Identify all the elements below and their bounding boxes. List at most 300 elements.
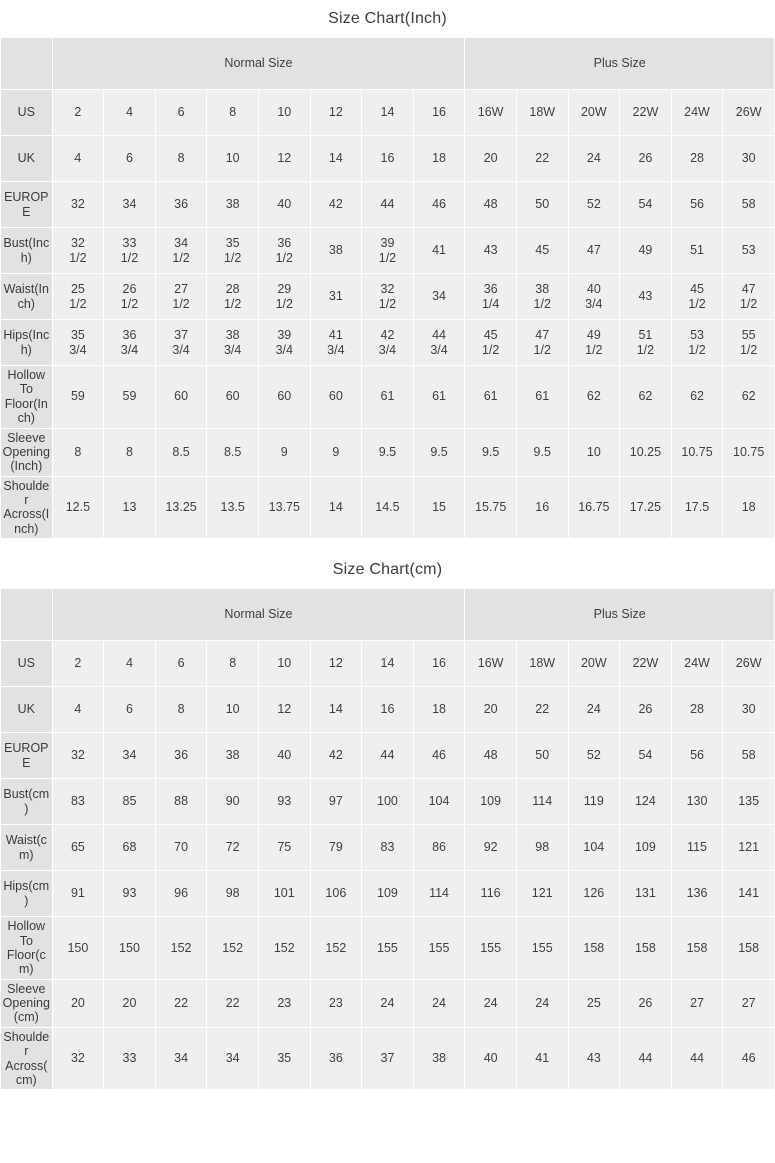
table-cell: 47 1/2 [723,274,775,320]
table-cell: 130 [671,779,723,825]
table-cell: 34 [104,733,156,779]
table-cell: 61 [413,366,465,429]
chart-spacer [0,539,775,551]
table-cell: 14 [362,90,414,136]
table-cell: 45 [516,228,568,274]
table-cell: 46 [723,1027,775,1090]
table-cell: 101 [258,871,310,917]
table-cell: 9.5 [413,428,465,476]
table-cell: 24W [671,641,723,687]
table-cell: 22 [516,687,568,733]
table-cell: 54 [620,182,672,228]
table-cell: 86 [413,825,465,871]
table-cell: 114 [516,779,568,825]
table-cell: 119 [568,779,620,825]
table-cell: 104 [413,779,465,825]
table-cell: 58 [723,733,775,779]
table-cell: 6 [155,90,207,136]
table-cell: 158 [671,917,723,980]
table-cell: 14 [310,687,362,733]
table-cell: 152 [207,917,259,980]
table-cell: 33 1/2 [104,228,156,274]
table-cell: 43 [620,274,672,320]
table-cell: 126 [568,871,620,917]
table-cell: 9.5 [465,428,517,476]
table-cell: 18 [413,136,465,182]
table-cell: 158 [723,917,775,980]
table-cell: 27 1/2 [155,274,207,320]
table-cell: 32 [52,1027,104,1090]
table-cell: 25 1/2 [52,274,104,320]
table-cell: 55 1/2 [723,320,775,366]
table-cell: 17.5 [671,476,723,539]
table-cell: 16 [362,687,414,733]
table-cell: 61 [516,366,568,429]
table-cell: 10.25 [620,428,672,476]
table-cell: 106 [310,871,362,917]
table-cell: 136 [671,871,723,917]
table-cell: 104 [568,825,620,871]
table-cell: 115 [671,825,723,871]
table-row [1,228,775,274]
table-cell: 47 [568,228,620,274]
table-cell: 52 [568,182,620,228]
table-cell: 8 [207,641,259,687]
table-cell: 13 [104,476,156,539]
table-cell: 98 [207,871,259,917]
table-cell: 152 [310,917,362,980]
table-cell: 39 1/2 [362,228,414,274]
row-header: Hips(cm) [1,871,53,917]
row-header: US [1,90,53,136]
table-cell: 96 [155,871,207,917]
table-cell: 32 [52,733,104,779]
table-cell: 51 [671,228,723,274]
table-cell: 155 [413,917,465,980]
table-cell: 12 [310,90,362,136]
table-cell: 100 [362,779,414,825]
table-cell: 60 [310,366,362,429]
table-cell: 24 [516,979,568,1027]
table-cell: 41 [516,1027,568,1090]
table-cell: 14 [362,641,414,687]
table-cell: 40 [258,182,310,228]
table-cell: 32 [52,182,104,228]
row-header: US [1,641,53,687]
table-cell: 12 [258,687,310,733]
table-cell: 52 [568,733,620,779]
table-cell: 121 [723,825,775,871]
table-cell: 38 [207,733,259,779]
table-cell: 90 [207,779,259,825]
table-cell: 155 [516,917,568,980]
table-cell: 6 [104,136,156,182]
table-cell: 24 [413,979,465,1027]
table-cell: 17.25 [620,476,672,539]
table-cell: 18 [723,476,775,539]
table-cell: 24 [568,136,620,182]
table-cell: 8 [52,428,104,476]
table-row [1,871,775,917]
table-cell: 4 [104,641,156,687]
table-cell: 18W [516,641,568,687]
table-cell: 44 3/4 [413,320,465,366]
table-cell: 45 1/2 [671,274,723,320]
table-cell: 20 [465,136,517,182]
table-cell: 38 [310,228,362,274]
chart-title: Size Chart(Inch) [0,0,775,37]
table-cell: 26W [723,641,775,687]
table-cell: 22 [155,979,207,1027]
row-header: EUROPE [1,733,53,779]
table-row [1,733,775,779]
table-cell: 42 [310,182,362,228]
table-cell: 62 [671,366,723,429]
size-chart-table [0,588,775,1090]
corner-cell [1,38,53,90]
table-row [1,825,775,871]
table-row [1,476,775,539]
table-cell: 48 [465,182,517,228]
table-cell: 12.5 [52,476,104,539]
table-cell: 60 [155,366,207,429]
table-cell: 4 [52,687,104,733]
table-cell: 40 [258,733,310,779]
table-cell: 43 [465,228,517,274]
table-cell: 83 [362,825,414,871]
table-cell: 29 1/2 [258,274,310,320]
table-cell: 16W [465,90,517,136]
table-cell: 88 [155,779,207,825]
table-cell: 4 [104,90,156,136]
table-cell: 135 [723,779,775,825]
table-cell: 30 [723,687,775,733]
table-cell: 152 [258,917,310,980]
table-cell: 9 [258,428,310,476]
table-cell: 54 [620,733,672,779]
table-cell: 155 [465,917,517,980]
table-cell: 15.75 [465,476,517,539]
table-row [1,687,775,733]
table-cell: 26 [620,136,672,182]
table-cell: 43 [568,1027,620,1090]
table-cell: 141 [723,871,775,917]
table-row [1,779,775,825]
table-cell: 26 [620,687,672,733]
group-header-2: Plus Size [465,589,775,641]
table-cell: 44 [671,1027,723,1090]
table-cell: 22W [620,641,672,687]
table-cell: 42 [310,733,362,779]
group-header-row [1,589,775,641]
row-header: Sleeve Opening(Inch) [1,428,53,476]
table-cell: 10 [568,428,620,476]
table-cell: 85 [104,779,156,825]
row-header: Hollow To Floor(cm) [1,917,53,980]
table-cell: 10 [207,687,259,733]
table-cell: 9.5 [516,428,568,476]
table-cell: 20 [465,687,517,733]
table-cell: 26 1/2 [104,274,156,320]
table-cell: 28 1/2 [207,274,259,320]
table-cell: 8 [207,90,259,136]
table-cell: 65 [52,825,104,871]
table-cell: 35 1/2 [207,228,259,274]
table-cell: 24 [362,979,414,1027]
table-cell: 32 1/2 [52,228,104,274]
table-cell: 44 [620,1027,672,1090]
table-cell: 34 [155,1027,207,1090]
table-cell: 36 [155,733,207,779]
table-cell: 42 3/4 [362,320,414,366]
table-cell: 16 [413,90,465,136]
table-cell: 10 [258,90,310,136]
table-cell: 18 [413,687,465,733]
table-cell: 91 [52,871,104,917]
table-cell: 9.5 [362,428,414,476]
table-cell: 62 [620,366,672,429]
table-cell: 59 [52,366,104,429]
table-cell: 152 [155,917,207,980]
table-row [1,182,775,228]
table-cell: 4 [52,136,104,182]
table-cell: 37 3/4 [155,320,207,366]
group-header-1: Normal Size [52,38,465,90]
row-header: Hollow To Floor(Inch) [1,366,53,429]
table-cell: 8.5 [155,428,207,476]
table-cell: 36 [310,1027,362,1090]
row-header: Waist(cm) [1,825,53,871]
table-cell: 60 [258,366,310,429]
table-cell: 40 [465,1027,517,1090]
table-cell: 56 [671,733,723,779]
table-cell: 158 [620,917,672,980]
table-cell: 49 [620,228,672,274]
table-cell: 36 3/4 [104,320,156,366]
table-cell: 23 [258,979,310,1027]
table-cell: 20W [568,641,620,687]
row-header: Bust(Inch) [1,228,53,274]
table-cell: 114 [413,871,465,917]
table-cell: 2 [52,90,104,136]
table-cell: 18W [516,90,568,136]
table-cell: 27 [723,979,775,1027]
group-header-row [1,38,775,90]
table-cell: 13.75 [258,476,310,539]
table-cell: 28 [671,687,723,733]
table-cell: 41 [413,228,465,274]
table-cell: 6 [104,687,156,733]
table-cell: 22 [516,136,568,182]
corner-cell [1,589,53,641]
table-row [1,274,775,320]
table-cell: 37 [362,1027,414,1090]
table-cell: 158 [568,917,620,980]
table-cell: 10 [258,641,310,687]
table-cell: 28 [671,136,723,182]
table-cell: 36 1/2 [258,228,310,274]
table-cell: 34 [104,182,156,228]
table-cell: 14.5 [362,476,414,539]
table-cell: 97 [310,779,362,825]
table-row [1,917,775,980]
table-cell: 24 [465,979,517,1027]
row-header: Shoulder Across(Inch) [1,476,53,539]
table-cell: 61 [465,366,517,429]
table-cell: 131 [620,871,672,917]
table-cell: 93 [258,779,310,825]
table-row [1,979,775,1027]
table-cell: 26 [620,979,672,1027]
table-cell: 8 [104,428,156,476]
table-cell: 32 1/2 [362,274,414,320]
table-cell: 25 [568,979,620,1027]
table-cell: 44 [362,182,414,228]
table-cell: 10.75 [723,428,775,476]
table-cell: 36 1/4 [465,274,517,320]
table-cell: 124 [620,779,672,825]
table-cell: 109 [465,779,517,825]
table-cell: 116 [465,871,517,917]
table-cell: 16 [362,136,414,182]
table-cell: 56 [671,182,723,228]
table-cell: 15 [413,476,465,539]
table-row [1,90,775,136]
table-cell: 45 1/2 [465,320,517,366]
table-cell: 38 [413,1027,465,1090]
table-cell: 150 [52,917,104,980]
table-cell: 20 [104,979,156,1027]
table-cell: 72 [207,825,259,871]
table-cell: 68 [104,825,156,871]
size-chart-table [0,37,775,539]
row-header: Bust(cm) [1,779,53,825]
table-cell: 6 [155,641,207,687]
table-cell: 46 [413,182,465,228]
table-cell: 121 [516,871,568,917]
row-header: EUROPE [1,182,53,228]
table-cell: 109 [362,871,414,917]
table-cell: 35 3/4 [52,320,104,366]
table-cell: 41 3/4 [310,320,362,366]
table-cell: 10 [207,136,259,182]
table-row [1,428,775,476]
table-cell: 49 1/2 [568,320,620,366]
table-cell: 20W [568,90,620,136]
table-cell: 16 [516,476,568,539]
table-cell: 24W [671,90,723,136]
table-cell: 20 [52,979,104,1027]
table-cell: 16.75 [568,476,620,539]
table-cell: 14 [310,476,362,539]
table-cell: 35 [258,1027,310,1090]
table-cell: 46 [413,733,465,779]
table-cell: 92 [465,825,517,871]
table-cell: 10.75 [671,428,723,476]
table-cell: 61 [362,366,414,429]
table-cell: 70 [155,825,207,871]
table-cell: 98 [516,825,568,871]
table-cell: 34 [413,274,465,320]
table-cell: 48 [465,733,517,779]
table-cell: 83 [52,779,104,825]
row-header: Waist(Inch) [1,274,53,320]
table-cell: 2 [52,641,104,687]
table-cell: 9 [310,428,362,476]
table-cell: 60 [207,366,259,429]
table-cell: 16 [413,641,465,687]
table-cell: 39 3/4 [258,320,310,366]
table-row [1,366,775,429]
table-cell: 36 [155,182,207,228]
table-cell: 53 1/2 [671,320,723,366]
row-header: UK [1,136,53,182]
row-header: Shoulder Across(cm) [1,1027,53,1090]
table-cell: 24 [568,687,620,733]
table-cell: 155 [362,917,414,980]
table-cell: 14 [310,136,362,182]
group-header-1: Normal Size [52,589,465,641]
table-cell: 26W [723,90,775,136]
table-cell: 8.5 [207,428,259,476]
table-cell: 27 [671,979,723,1027]
table-cell: 51 1/2 [620,320,672,366]
table-cell: 8 [155,687,207,733]
chart-title: Size Chart(cm) [0,551,775,588]
table-cell: 44 [362,733,414,779]
table-cell: 62 [568,366,620,429]
table-cell: 50 [516,182,568,228]
table-cell: 13.25 [155,476,207,539]
table-cell: 31 [310,274,362,320]
table-cell: 30 [723,136,775,182]
table-cell: 33 [104,1027,156,1090]
table-cell: 47 1/2 [516,320,568,366]
table-cell: 34 1/2 [155,228,207,274]
table-cell: 16W [465,641,517,687]
table-row [1,641,775,687]
table-cell: 22W [620,90,672,136]
table-cell: 23 [310,979,362,1027]
table-cell: 93 [104,871,156,917]
table-row [1,1027,775,1090]
table-cell: 22 [207,979,259,1027]
table-cell: 62 [723,366,775,429]
table-cell: 150 [104,917,156,980]
row-header: Sleeve Opening(cm) [1,979,53,1027]
table-cell: 59 [104,366,156,429]
table-cell: 12 [310,641,362,687]
table-cell: 50 [516,733,568,779]
group-header-2: Plus Size [465,38,775,90]
table-row [1,320,775,366]
table-cell: 79 [310,825,362,871]
table-cell: 38 1/2 [516,274,568,320]
table-cell: 38 [207,182,259,228]
table-cell: 8 [155,136,207,182]
row-header: Hips(Inch) [1,320,53,366]
row-header: UK [1,687,53,733]
table-cell: 34 [207,1027,259,1090]
table-cell: 58 [723,182,775,228]
table-cell: 109 [620,825,672,871]
table-cell: 13.5 [207,476,259,539]
table-cell: 12 [258,136,310,182]
table-row [1,136,775,182]
table-cell: 75 [258,825,310,871]
table-cell: 40 3/4 [568,274,620,320]
table-cell: 38 3/4 [207,320,259,366]
